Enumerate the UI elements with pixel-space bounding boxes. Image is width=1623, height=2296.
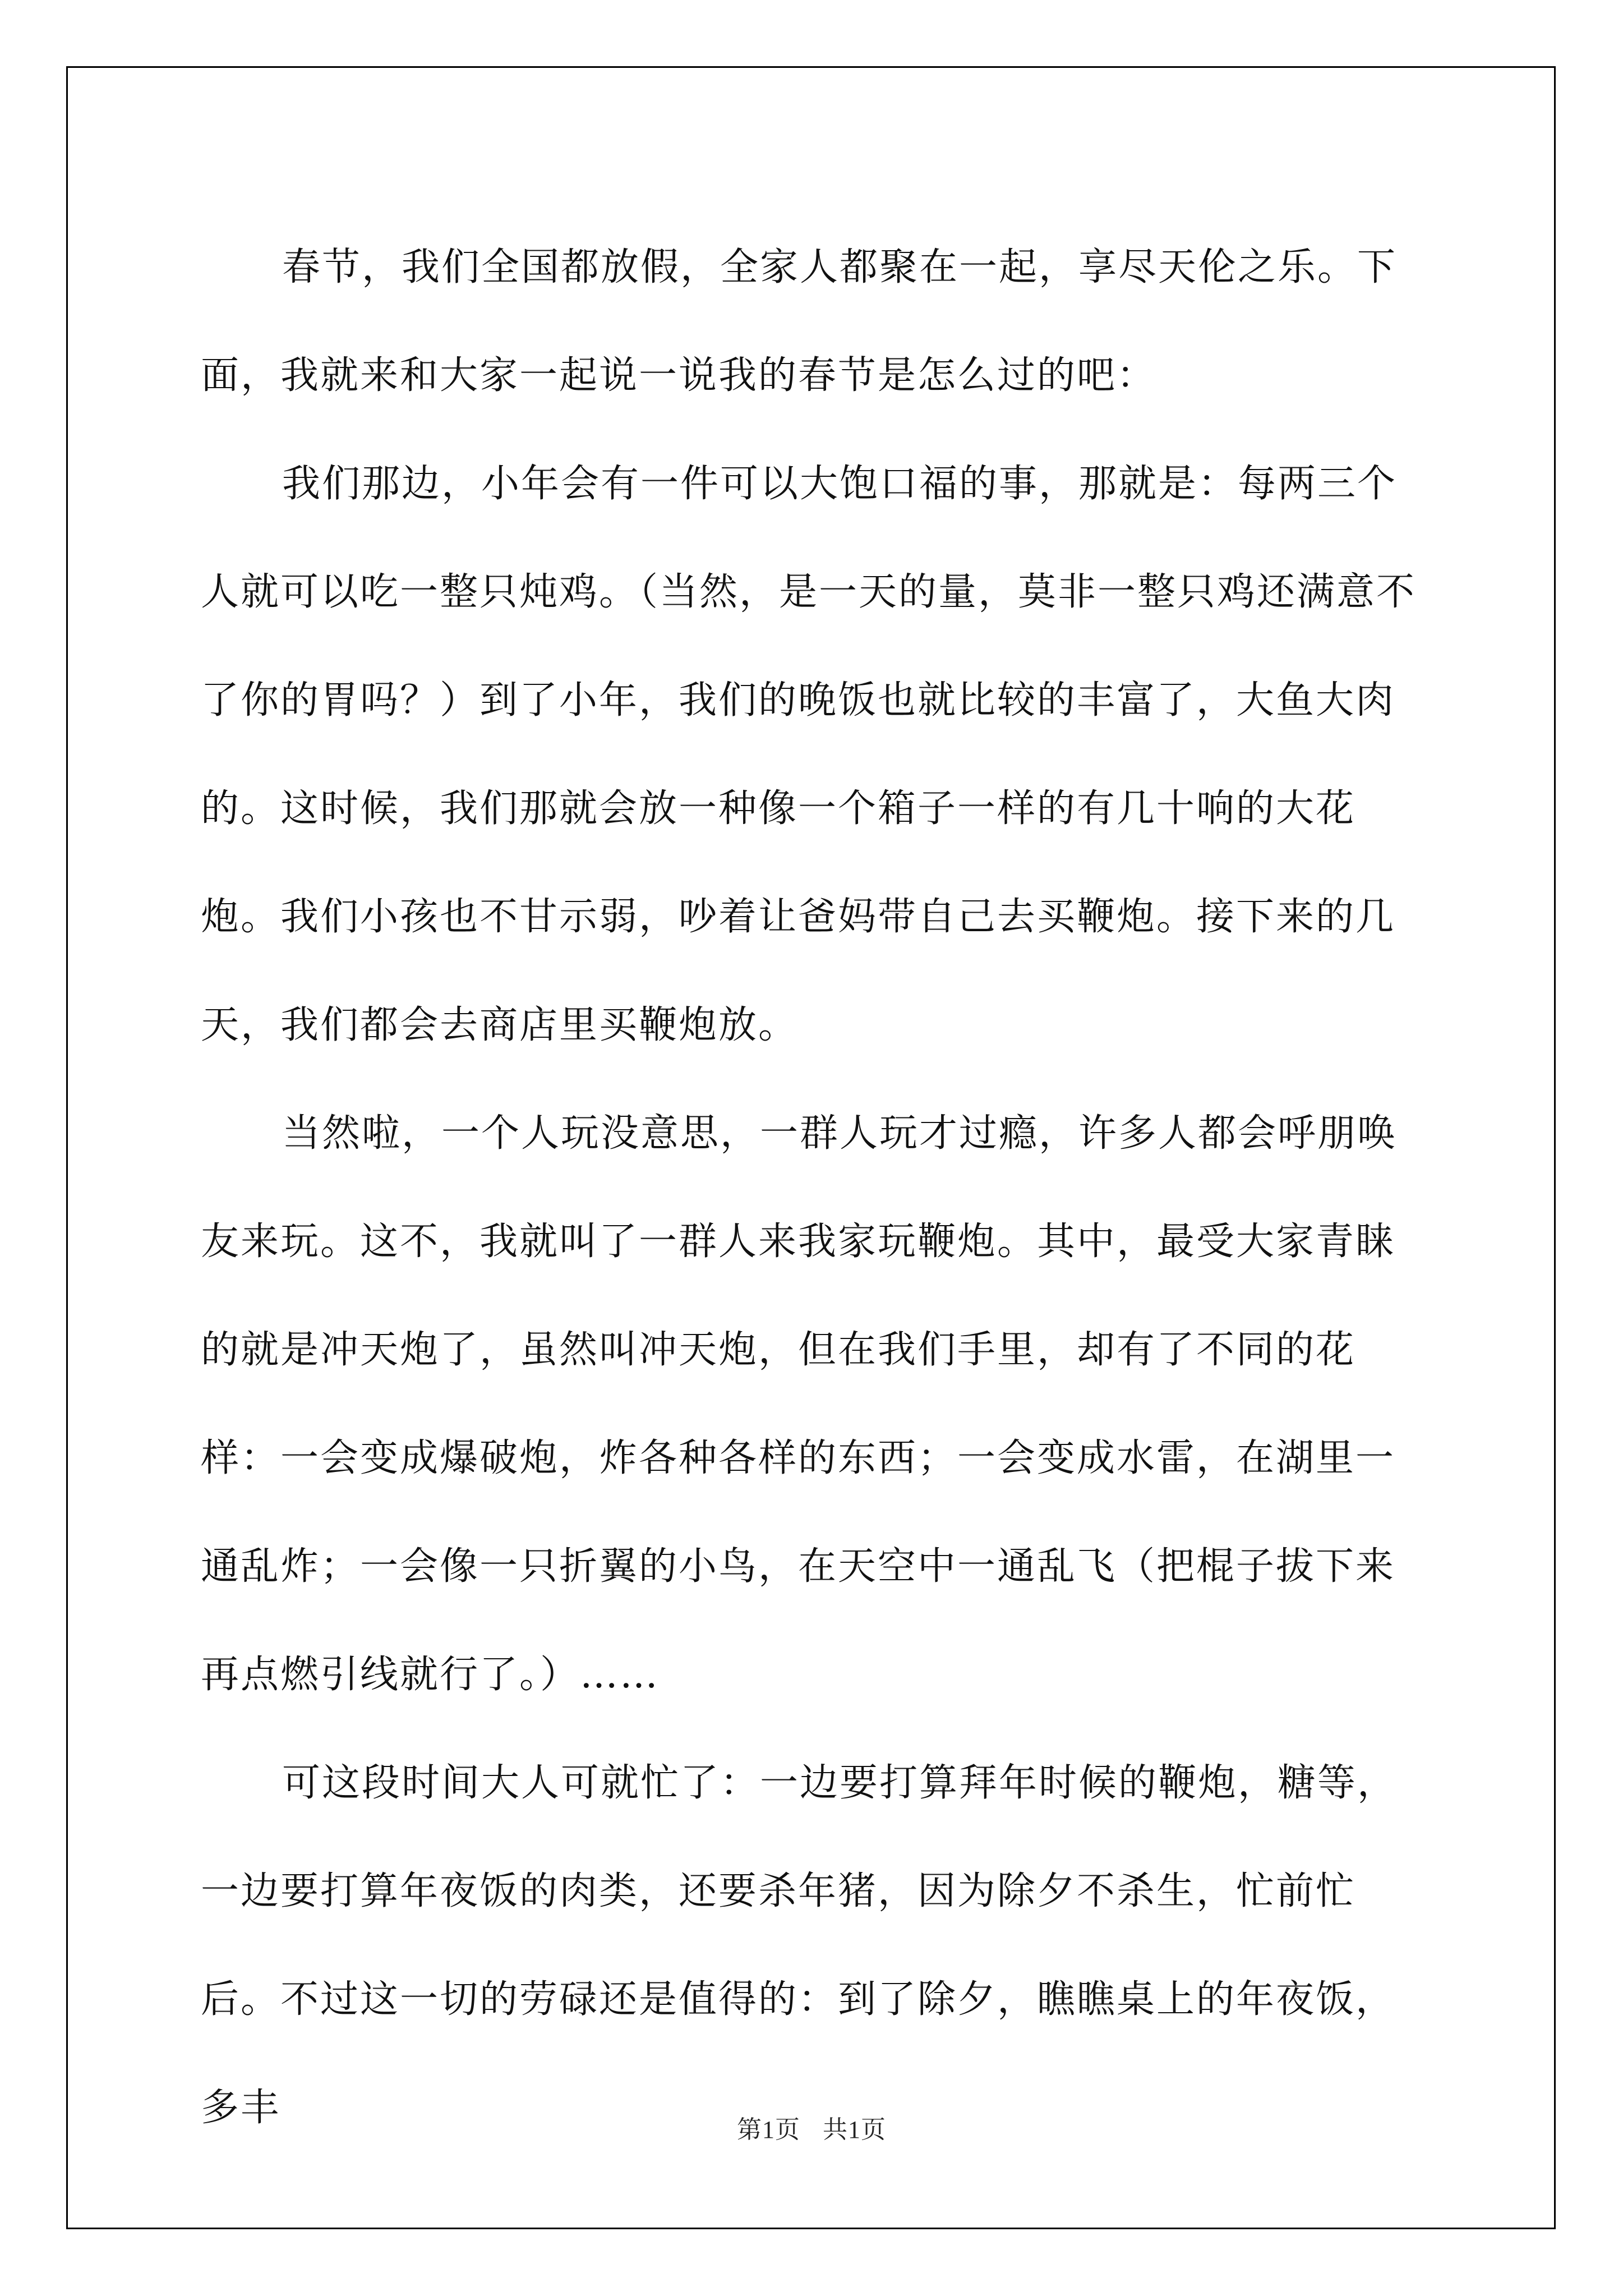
- paragraph-2: 我们那边，小年会有一件可以大饱口福的事，那就是：每两三个人就可以吃一整只炖鸡。（当然，是一天的量，莫非一整只鸡还满意不了你的胃吗？）到了小年，我们的晚饭也就比较的丰富了，大鱼大肉的。这时候，我们那就会放一种像一个箱子一样的有几十响的大花炮。我们小孩也不甘示弱，吵着让爸妈带自己去买鞭炮。接下来的几天，我们都会去商店里买鞭炮放。: [201, 462, 1417, 1047]
- paragraph-1: 春节，我们全国都放假，全家人都聚在一起，享尽天伦之乐。下面，我就来和大家一起说一说我的春节是怎么过的吧：: [201, 245, 1398, 398]
- paragraph-4: 可这段时间大人可就忙了：一边要打算拜年时候的鞭炮，糖等，一边要打算年夜饭的肉类，还要杀年猪，因为除夕不杀生，忙前忙后。不过这一切的劳碌还是值得的：到了除夕，瞧瞧桌上的年夜饭，多丰: [201, 1761, 1398, 2130]
- page-total: 共1页: [823, 2116, 886, 2143]
- page-footer: [0, 2109, 1623, 2145]
- page-number: 第1页: [737, 2116, 800, 2143]
- paragraph-3: 当然啦，一个人玩没意思，一群人玩才过瘾，许多人都会呼朋唤友来玩。这不，我就叫了一群人来我家玩鞭炮。其中，最受大家青睐的就是冲天炮了，虽然叫冲天炮，但在我们手里，却有了不同的花样：一会变成爆破炮，炸各种各样的东西；一会变成水雷，在湖里一通乱炸；一会像一只折翼的小鸟，在天空中一通乱飞（把棍子拔下来再点燃引线就行了。）……: [201, 1111, 1398, 1697]
- document-body: [201, 213, 1435, 2162]
